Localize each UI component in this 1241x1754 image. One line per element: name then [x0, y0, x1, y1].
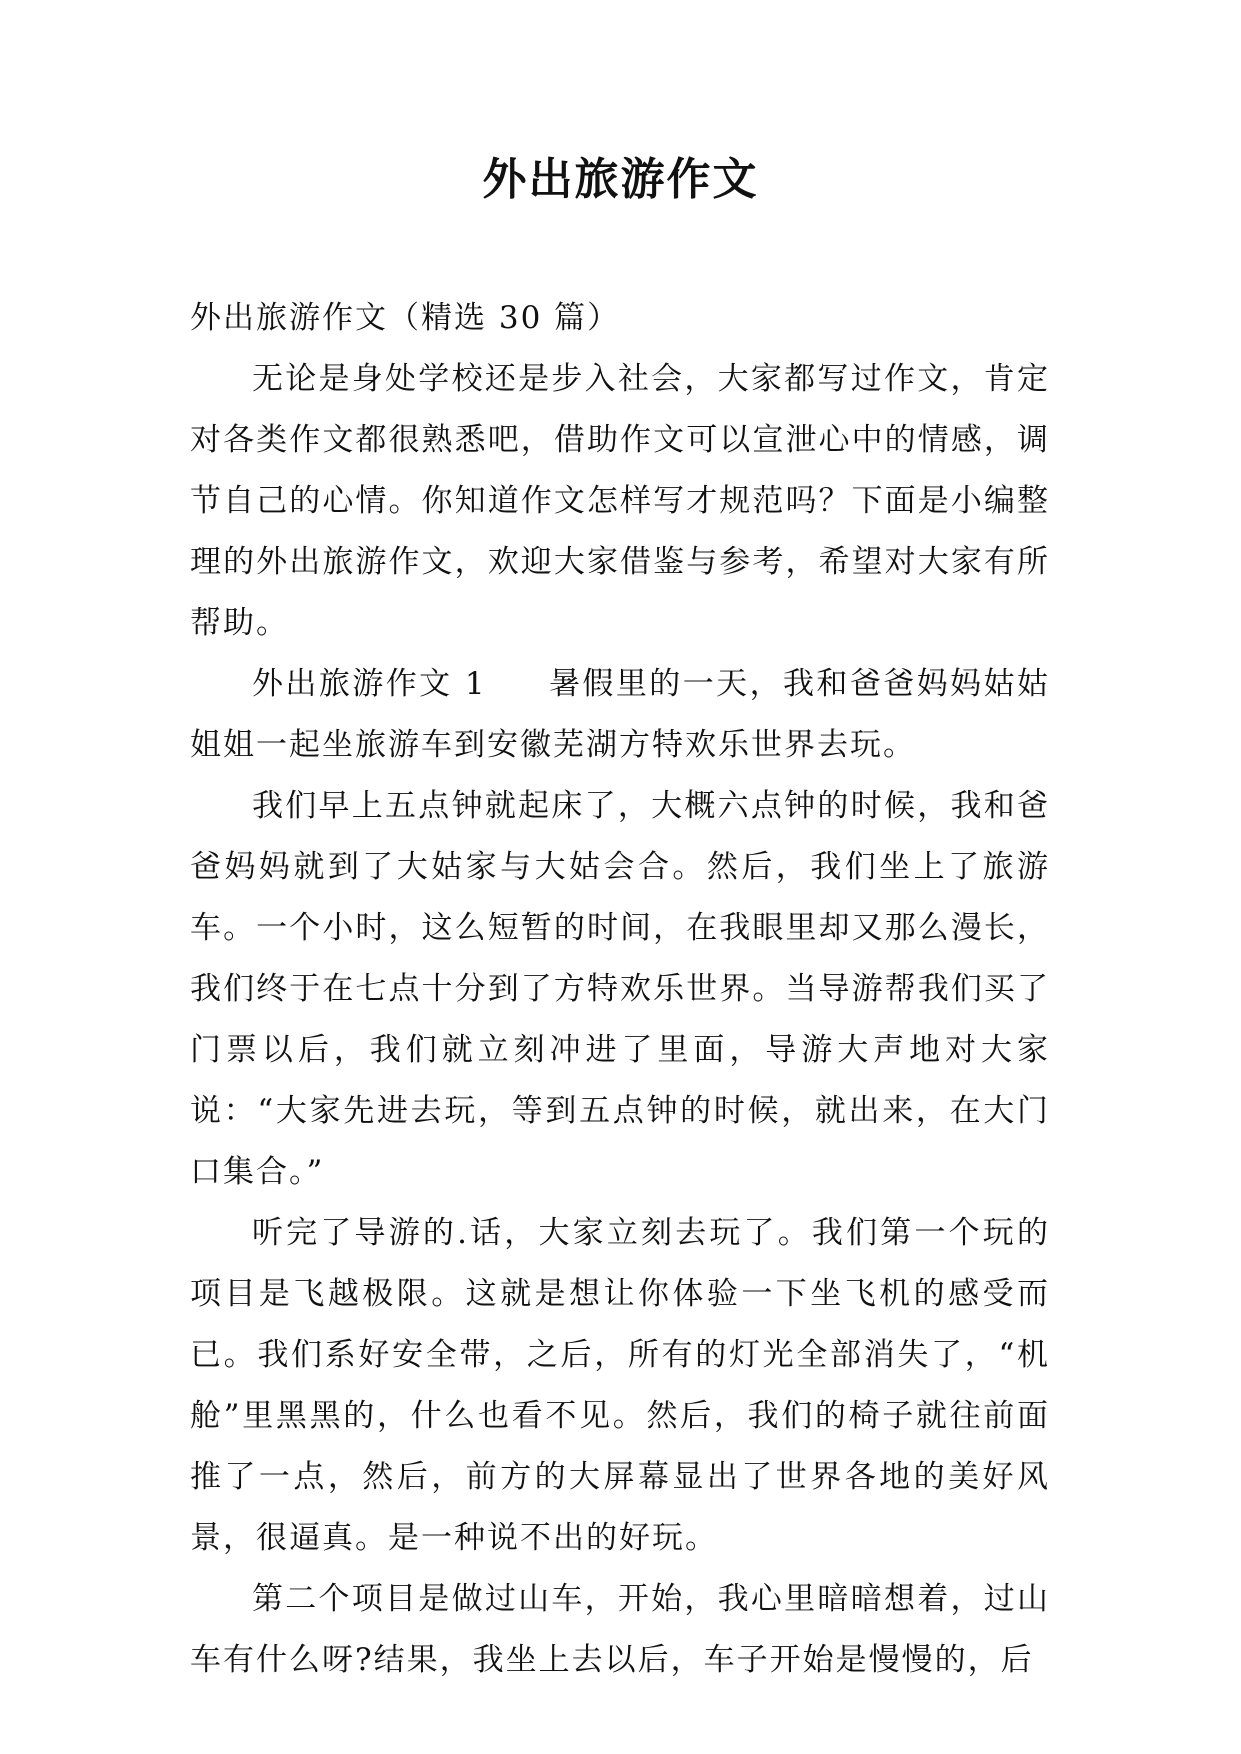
- essay-1-opening: [190, 654, 1050, 776]
- article-body: [190, 288, 1050, 1691]
- page-title: 外出旅游作文: [482, 154, 759, 205]
- article-subtitle: 外出旅游作文（精选 30 篇）: [190, 300, 621, 336]
- intro-paragraph: 无论是身处学校还是步入社会，大家都写过作文，肯定对各类作文都很熟悉吧，借助作文可以宣泄心中的情感，调节自己的心情。你知道作文怎样写才规范吗？下面是小编整理的外出旅游作文，欢迎大家借鉴与参考，希望对大家有所帮助。: [190, 361, 1050, 641]
- essay-paragraph: 第二个项目是做过山车，开始，我心里暗暗想着，过山车有什么呀?结果，我坐上去以后，车子开始是慢慢的，后: [190, 1581, 1050, 1678]
- essay-paragraph: 我们早上五点钟就起床了，大概六点钟的时候，我和爸爸妈妈就到了大姑家与大姑会合。然后，我们坐上了旅游车。一个小时，这么短暂的时间，在我眼里却又那么漫长，我们终于在七点十分到了方特欢乐世界。当导游帮我们买了门票以后，我们就立刻冲进了里面，导游大声地对大家说：“大家先进去玩，等到五点钟的时候，就出来，在大门口集合。”: [190, 788, 1050, 1190]
- essay-paragraph: 听完了导游的.话，大家立刻去玩了。我们第一个玩的项目是飞越极限。这就是想让你体验一下坐飞机的感受而已。我们系好安全带，之后，所有的灯光全部消失了，“机舱”里黑黑的，什么也看不见。然后，我们的椅子就往前面推了一点，然后，前方的大屏幕显出了世界各地的美好风景，很逼真。是一种说不出的好玩。: [190, 1215, 1050, 1556]
- essay-1-heading: 外出旅游作文 1: [252, 666, 487, 702]
- essay-1-first-sentence: 暑假里的一天，我和爸爸妈妈姑姑姐姐一起坐旅游车到安徽芜湖方特欢乐世界去玩。: [190, 666, 1051, 763]
